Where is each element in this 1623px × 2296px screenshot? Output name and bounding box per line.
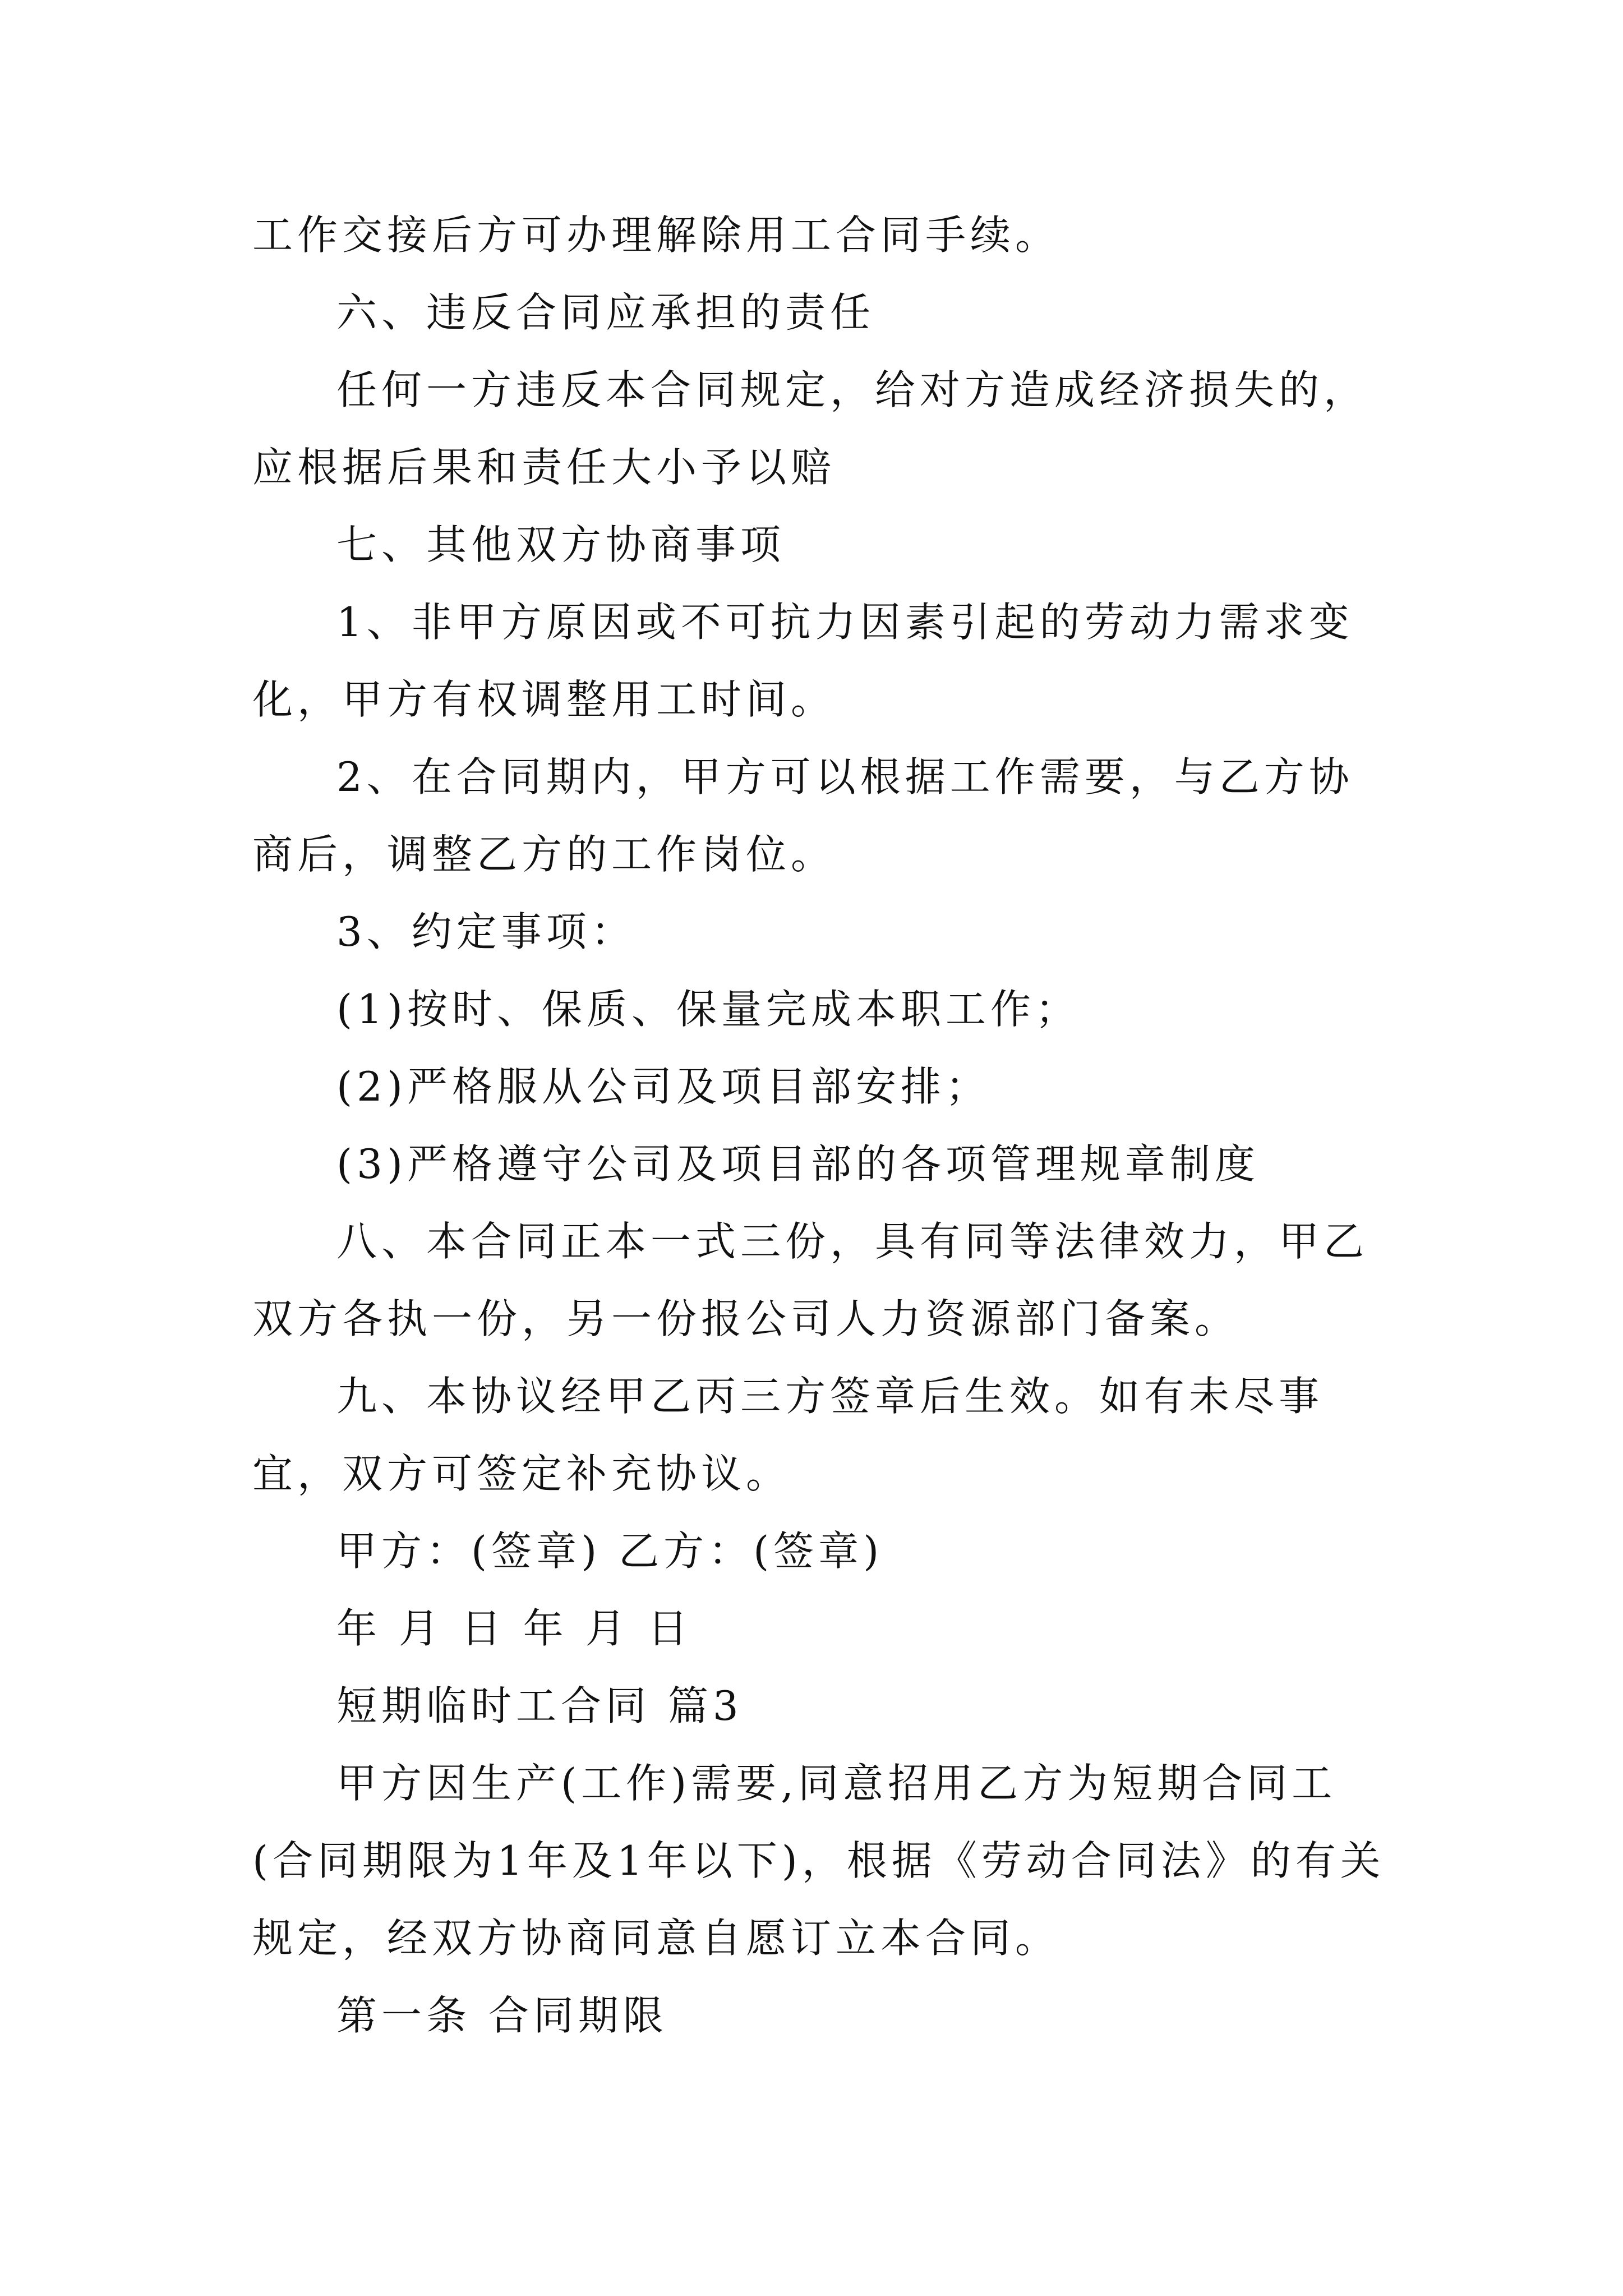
item-3-agreed-matters: 3、约定事项： xyxy=(336,908,636,955)
clause-9-effective: 九、本协议经甲乙丙三方签章后生效。如有未尽事宜，双方可签定补充协议。 xyxy=(252,1373,1324,1497)
section-title-contract-3: 短期临时工合同 篇3 xyxy=(336,1682,743,1729)
paragraph-handover: 工作交接后方可办理解除用工合同手续。 xyxy=(252,211,1061,259)
clause-8-copies: 八、本合同正本一式三份，具有同等法律效力，甲乙双方各执一份，另一份报公司人力资源部门备案。 xyxy=(252,1218,1369,1342)
paragraph-compensation: 任何一方违反本合同规定，给对方造成经济损失的，应根据后果和责任大小予以赔 xyxy=(252,366,1369,491)
date-line: 年 月 日 年 月 日 xyxy=(336,1605,693,1652)
heading-other-matters: 七、其他双方协商事项 xyxy=(336,521,786,568)
item-2-position-adjustment: 2、在合同期内，甲方可以根据工作需要，与乙方协商后，调整乙方的工作岗位。 xyxy=(252,753,1354,878)
article-1-title: 第一条 合同期限 xyxy=(336,1992,668,2039)
document-body xyxy=(252,196,1396,2054)
item-1-work-hours: 1、非甲方原因或不可抗力因素引起的劳动力需求变化，甲方有权调整用工时间。 xyxy=(252,599,1354,723)
subitem-1: (1)按时、保质、保量完成本职工作； xyxy=(336,986,1080,1033)
signature-line: 甲方：(签章) 乙方：(签章) xyxy=(336,1527,884,1575)
paragraph-preamble: 甲方因生产(工作)需要,同意招用乙方为短期合同工(合同期限为1年及1年以下)，根据《劳动合同法》的有关规定，经双方协商同意自愿订立本合同。 xyxy=(252,1760,1385,1962)
subitem-2: (2)严格服从公司及项目部安排； xyxy=(336,1063,990,1110)
subitem-3: (3)严格遵守公司及项目部的各项管理规章制度 xyxy=(336,1140,1260,1188)
heading-breach-liability: 六、违反合同应承担的责任 xyxy=(336,289,875,336)
